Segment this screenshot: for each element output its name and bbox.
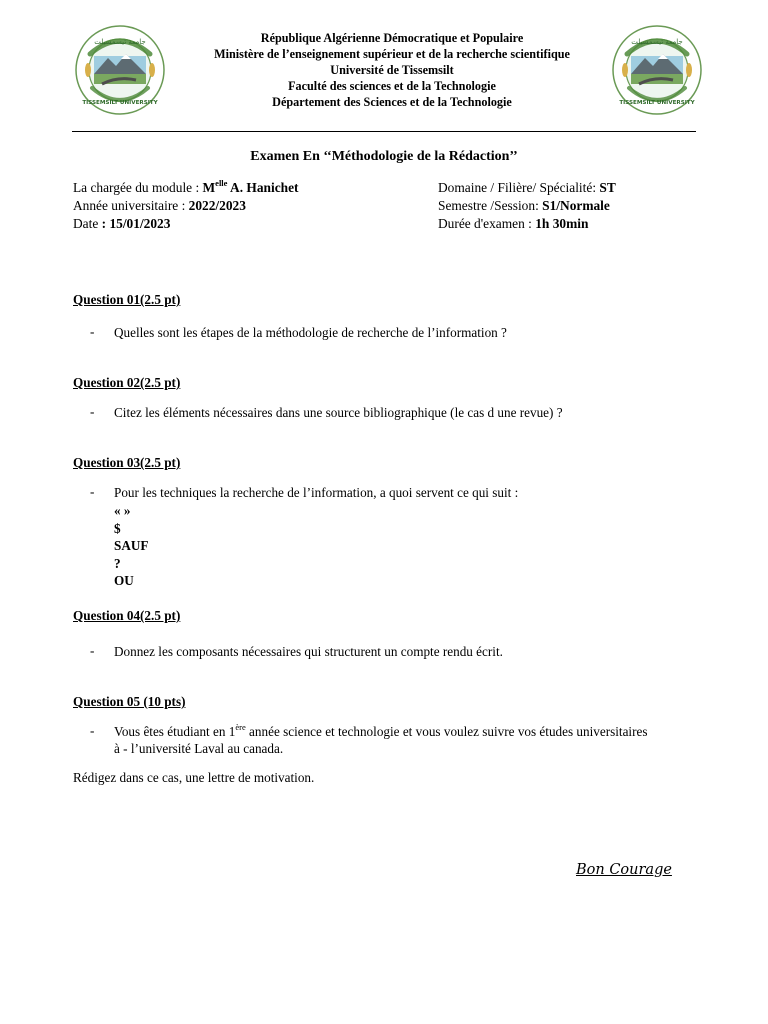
question-02-title: Question 02(2.5 pt) [73, 375, 181, 390]
header-divider [72, 131, 696, 132]
exam-info-right [438, 179, 616, 233]
question-04-text: Donnez les composants nécessaires qui structurent un compte rendu écrit. [114, 644, 503, 659]
closing-signature: Bon Courage [576, 862, 672, 878]
question-02-text: Citez les éléments nécessaires dans une source bibliographique (le cas d une revue) ? [114, 405, 563, 420]
domain-value: ST [599, 180, 616, 195]
bullet-dash: - [90, 723, 95, 738]
bullet-dash: - [90, 484, 95, 499]
domain-line [438, 179, 616, 197]
logo-latin-text: TISSEMSILT UNIVERSITY [619, 100, 695, 106]
question-05-title: Question 05 (10 pts) [73, 694, 186, 709]
duration-value: 1h 30min [535, 216, 589, 231]
question-03-text: Pour les techniques la recherche de l’information, a quoi servent ce qui suit : [114, 485, 519, 500]
question-05-instruction: Rédigez dans ce cas, une lettre de motivation. [73, 770, 315, 785]
instructor-name: $M^{elle}$ A. Hanichet [202, 178, 299, 195]
semester-value: S1/Normale [542, 198, 610, 213]
question-03-title: Question 03(2.5 pt) [73, 455, 181, 470]
semester-label: Semestre /Session: [438, 198, 543, 213]
module-instructor-line [73, 179, 299, 197]
operator-sauf: SAUF [114, 538, 149, 553]
exam-title: Examen En ‘‘Méthodologie de la Rédaction’’ [250, 149, 518, 164]
year-value: 2022/2023 [188, 198, 246, 213]
header-line-university: Université de Tissemsilt [330, 63, 454, 77]
search-operators-list [114, 502, 148, 590]
university-logo-right [611, 24, 703, 116]
exam-info-left [73, 179, 299, 233]
logo-arabic-text: جامعة تيسمسيلت [94, 38, 146, 46]
bullet-dash: - [90, 643, 95, 658]
exam-date-line [73, 215, 299, 233]
date-label: Date [73, 216, 102, 231]
module-label: La chargée du module : [73, 180, 203, 195]
duration-line [438, 215, 616, 233]
question-01-title: Question 01(2.5 pt) [73, 292, 181, 307]
bullet-dash: - [90, 324, 95, 339]
logo-latin-text: TISSEMSILT UNIVERSITY [82, 100, 158, 106]
year-label: Année universitaire : [73, 198, 189, 213]
semester-line [438, 197, 616, 215]
bullet-dash: - [90, 404, 95, 419]
operator-question-mark: ? [114, 555, 121, 571]
university-logo-left [74, 24, 166, 116]
logo-arabic-text: جامعة تيسمسيلت [631, 38, 683, 46]
header-line-republic: République Algérienne Démocratique et Populaire [260, 31, 524, 45]
operator-ou: OU [114, 573, 134, 588]
institution-header [150, 30, 634, 110]
academic-year-line [73, 197, 299, 215]
operator-dollar: $ [114, 520, 121, 536]
question-01-text: Quelles sont les étapes de la méthodologie de recherche de l’information ? [114, 325, 507, 340]
domain-label: Domaine / Filière/ Spécialité: [438, 180, 600, 195]
question-04-title: Question 04(2.5 pt) [73, 608, 181, 623]
duration-label: Durée d'examen : [438, 216, 536, 231]
header-line-faculty: Faculté des sciences et de la Technologie [288, 79, 496, 93]
question-05-text: Vous êtes étudiant en 1ère année science et technologie et vous voulez suivre vos études universitaires à - l’université Laval au canada. [114, 722, 648, 756]
operator-quotes: « » [114, 503, 131, 518]
header-line-department: Département des Sciences et de la Technologie [272, 95, 512, 109]
date-value: : 15/01/2023 [101, 216, 171, 231]
header-line-ministry: Ministère de l’enseignement supérieur et de la recherche scientifique [214, 47, 570, 61]
